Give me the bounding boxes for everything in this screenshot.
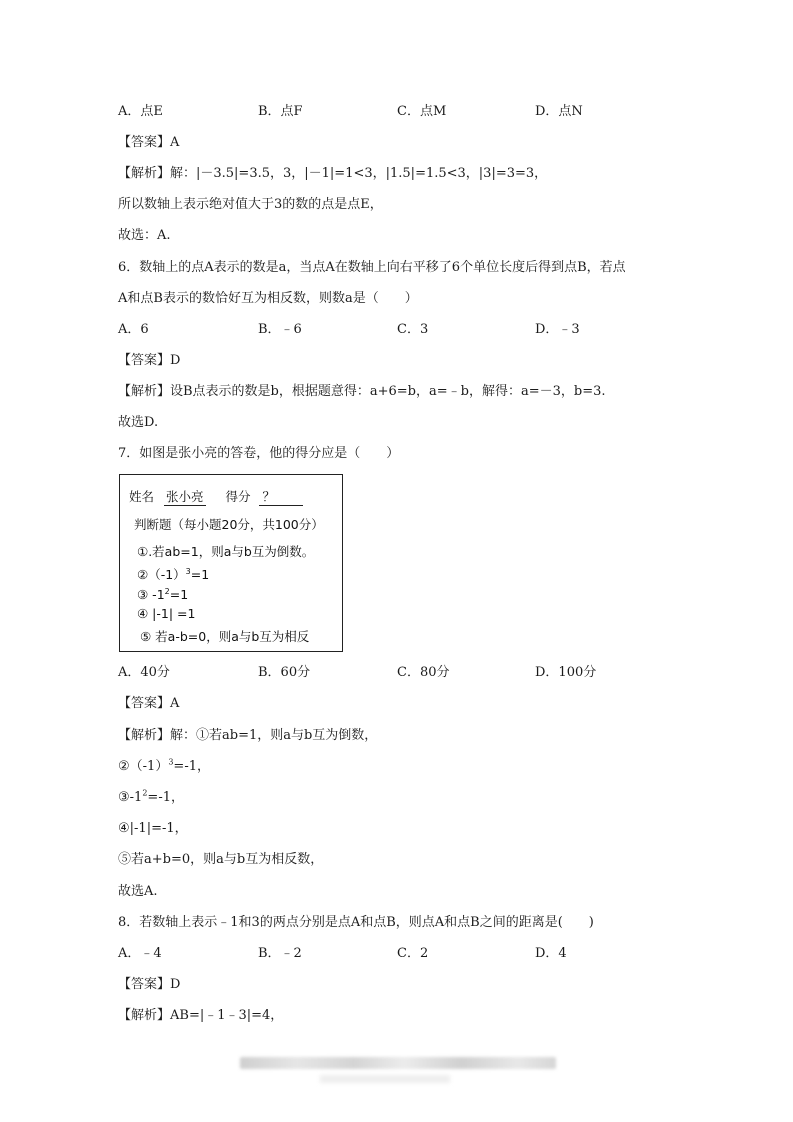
card-item-5: ⑤ 若a-b=0，则a与b互为相反 — [140, 629, 310, 644]
q8-options — [118, 945, 678, 963]
card-item-3-base: ③ -1 — [137, 587, 165, 602]
q5-analysis-line-1: 【解析】解：|－3.5|=3.5，3，|－1|=1<3，|1.5|=1.5<3，|3|=3=3， — [118, 166, 548, 181]
option-a: A．点E — [118, 104, 163, 119]
card-header: 判断题（每小题20分，共100分） — [134, 517, 324, 532]
q5-analysis-line-2: 所以数轴上表示绝对值大于3的数的点是点E， — [118, 197, 383, 212]
q7-analysis-2-base: ②（-1） — [118, 759, 169, 774]
card-item-2-base: ②（-1） — [137, 567, 186, 582]
option-c: C．2 — [397, 946, 429, 961]
blurred-footer-watermark — [240, 1057, 556, 1069]
option-d: D．点N — [535, 104, 583, 119]
option-d: D．4 — [535, 946, 567, 961]
option-b: B．60分 — [258, 665, 311, 680]
q7-analysis-3-result: =-1， — [147, 790, 184, 805]
card-item-1: ①.若ab=1，则a与b互为倒数。 — [137, 544, 315, 559]
answer-sheet-figure — [119, 474, 343, 652]
q7-options — [118, 664, 678, 682]
option-a: A．40分 — [118, 665, 170, 680]
option-a: A．﹣4 — [118, 946, 162, 961]
blurred-footer-watermark-sub — [320, 1075, 450, 1083]
option-c: C．点M — [397, 104, 447, 119]
score-value: ？ — [259, 487, 303, 506]
q8-analysis: 【解析】AB=|﹣1﹣3|=4， — [118, 1008, 284, 1023]
q6-analysis: 【解析】设B点表示的数是b，根据题意得：a+6=b，a=﹣b，解得：a=－3，b=3. — [118, 384, 606, 399]
q5-answer: 【答案】A — [118, 135, 180, 150]
option-d: D．﹣3 — [535, 322, 580, 337]
name-row — [129, 487, 303, 506]
q6-stem-line-2: A和点B表示的数恰好互为相反数，则数a是（ ） — [118, 291, 418, 306]
q6-answer: 【答案】D — [118, 353, 181, 368]
q7-analysis-line-4: ④|-1|=-1， — [118, 821, 188, 836]
q7-analysis-line-2 — [118, 758, 210, 776]
option-b: B．﹣2 — [258, 946, 302, 961]
option-c: C．80分 — [397, 665, 450, 680]
q8-stem: 8．若数轴上表示﹣1和3的两点分别是点A和点B，则点A和点B之间的距离是( ) — [118, 915, 594, 930]
q7-analysis-2-exponent: 3 — [168, 757, 174, 767]
q5-conclusion: 故选：A. — [118, 228, 171, 243]
q5-options — [118, 103, 678, 121]
card-item-4: ④ |-1| =1 — [137, 606, 196, 621]
option-c: C．3 — [397, 322, 429, 337]
q6-stem-line-1: 6．数轴上的点A表示的数是a，当点A在数轴上向右平移了6个单位长度后得到点B，若点 — [118, 260, 626, 275]
q7-analysis-line-1: 【解析】解：①若ab=1，则a与b互为倒数， — [118, 728, 378, 743]
score-label: 得分 — [225, 489, 251, 504]
q7-analysis-3-base: ③-1 — [118, 790, 143, 805]
card-item-2-result: =1 — [190, 567, 210, 582]
card-item-3 — [137, 587, 188, 602]
card-item-2-exponent: 3 — [185, 566, 191, 576]
option-b: B．﹣6 — [258, 322, 302, 337]
q8-answer: 【答案】D — [118, 977, 181, 992]
card-item-2 — [137, 565, 209, 583]
q7-stem: 7．如图是张小亮的答卷，他的得分应是（ ） — [118, 446, 400, 461]
name-label: 姓名 — [129, 489, 155, 504]
q7-analysis-2-result: =-1， — [173, 759, 210, 774]
option-a: A．6 — [118, 322, 149, 337]
name-value: 张小亮 — [166, 489, 204, 504]
option-d: D．100分 — [535, 665, 597, 680]
card-item-3-result: =1 — [169, 587, 189, 602]
card-item-3-exponent: 2 — [164, 586, 170, 596]
q7-conclusion: 故选A. — [118, 884, 158, 899]
q7-analysis-line-3 — [118, 789, 184, 807]
q7-answer: 【答案】A — [118, 696, 180, 711]
q6-conclusion: 故选D. — [118, 415, 159, 430]
q7-analysis-3-exponent: 2 — [142, 788, 148, 798]
option-b: B．点F — [258, 104, 303, 119]
q6-options — [118, 321, 678, 339]
q7-analysis-line-5: ⑤若a+b=0，则a与b互为相反数， — [118, 852, 324, 867]
